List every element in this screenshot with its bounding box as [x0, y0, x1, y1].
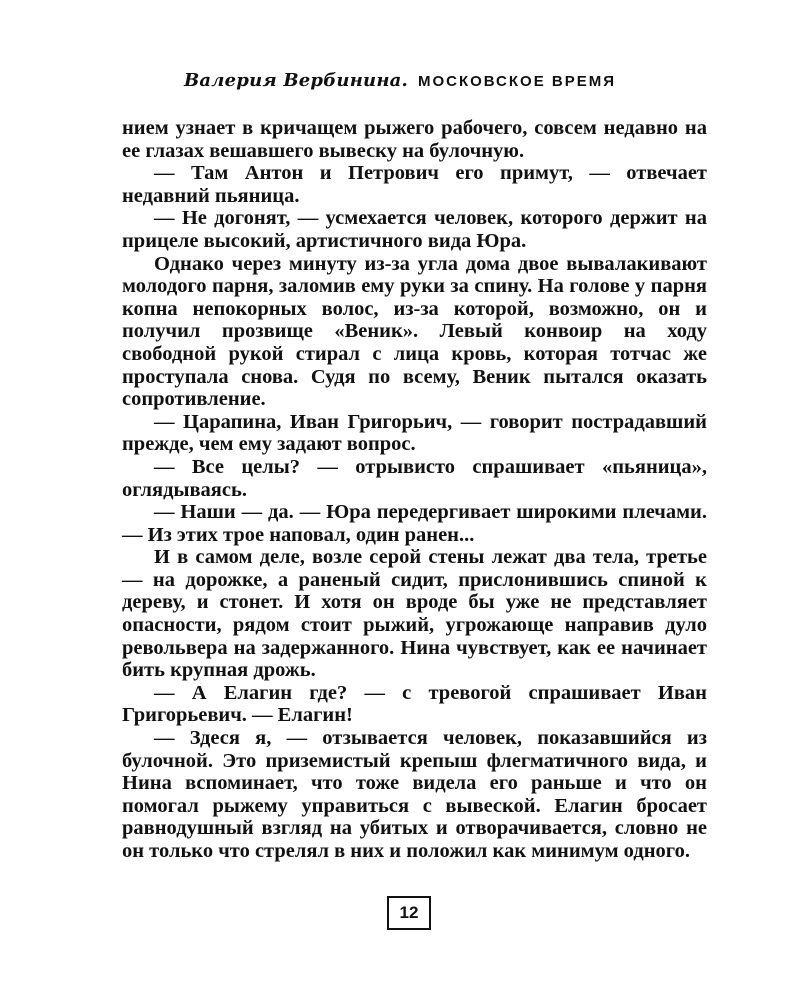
- paragraph: — Все целы? — отрывисто спрашивает «пьяница», оглядываясь.: [122, 455, 707, 501]
- author-name: Валерия Вербинина.: [184, 70, 408, 91]
- paragraph: — Здеся я, — отзывается человек, показавшийся из булочной. Это приземистый крепыш флегматичного вида, и Нина вспоминает, что тоже видела его раньше и что он помогал рыжему управиться с вывеской. Елагин бросает равнодушный взгляд на убитых и отворачивается, словно не он только что стрелял в них и положил как минимум одного.: [122, 727, 707, 862]
- paragraph: — Там Антон и Петрович его примут, — отвечает недавний пьяница.: [122, 162, 707, 207]
- running-head: [0, 70, 800, 91]
- book-title: МОСКОВСКОЕ ВРЕМЯ: [417, 73, 616, 90]
- paragraph: нием узнает в кричащем рыжего рабочего, совсем недавно на ее глазах вешавшего вывеску на булочную.: [122, 117, 707, 162]
- paragraph: И в самом деле, возле серой стены лежат два тела, третье — на дорожке, а раненый сидит, прислонившись спиной к дереву, и стонет. И хотя он вроде бы уже не представляет опасности, рядом стоит рыжий, угрожающе направив дуло револьвера на задержанного. Нина чувствует, как ее начинает бить крупная дрожь.: [122, 546, 707, 682]
- paragraph: — Не догонят, — усмехается человек, которого держит на прицеле высокий, артистичного вида Юра.: [122, 207, 707, 252]
- body-text: [122, 117, 707, 863]
- paragraph: — А Елагин где? — с тревогой спрашивает Иван Григорьевич. — Елагин!: [122, 681, 707, 727]
- paragraph: Однако через минуту из-за угла дома двое вывалакивают молодого парня, заломив ему руки за спину. На голове у парня копна непокорных волос, из-за которой, возможно, он и получил прозвище «Веник». Левый конвоир на ходу свободной рукой стирал с лица кровь, которая тотчас же проступала снова. Судя по всему, Веник пытался оказать сопротивление.: [122, 252, 707, 411]
- page-number-label: 12: [399, 903, 419, 922]
- page-number: [387, 896, 431, 930]
- paragraph: — Наши — да. — Юра передергивает широкими плечами. — Из этих трое наповал, один ранен...: [122, 501, 707, 546]
- paragraph: — Царапина, Иван Григорьич, — говорит пострадавший прежде, чем ему задают вопрос.: [122, 410, 707, 456]
